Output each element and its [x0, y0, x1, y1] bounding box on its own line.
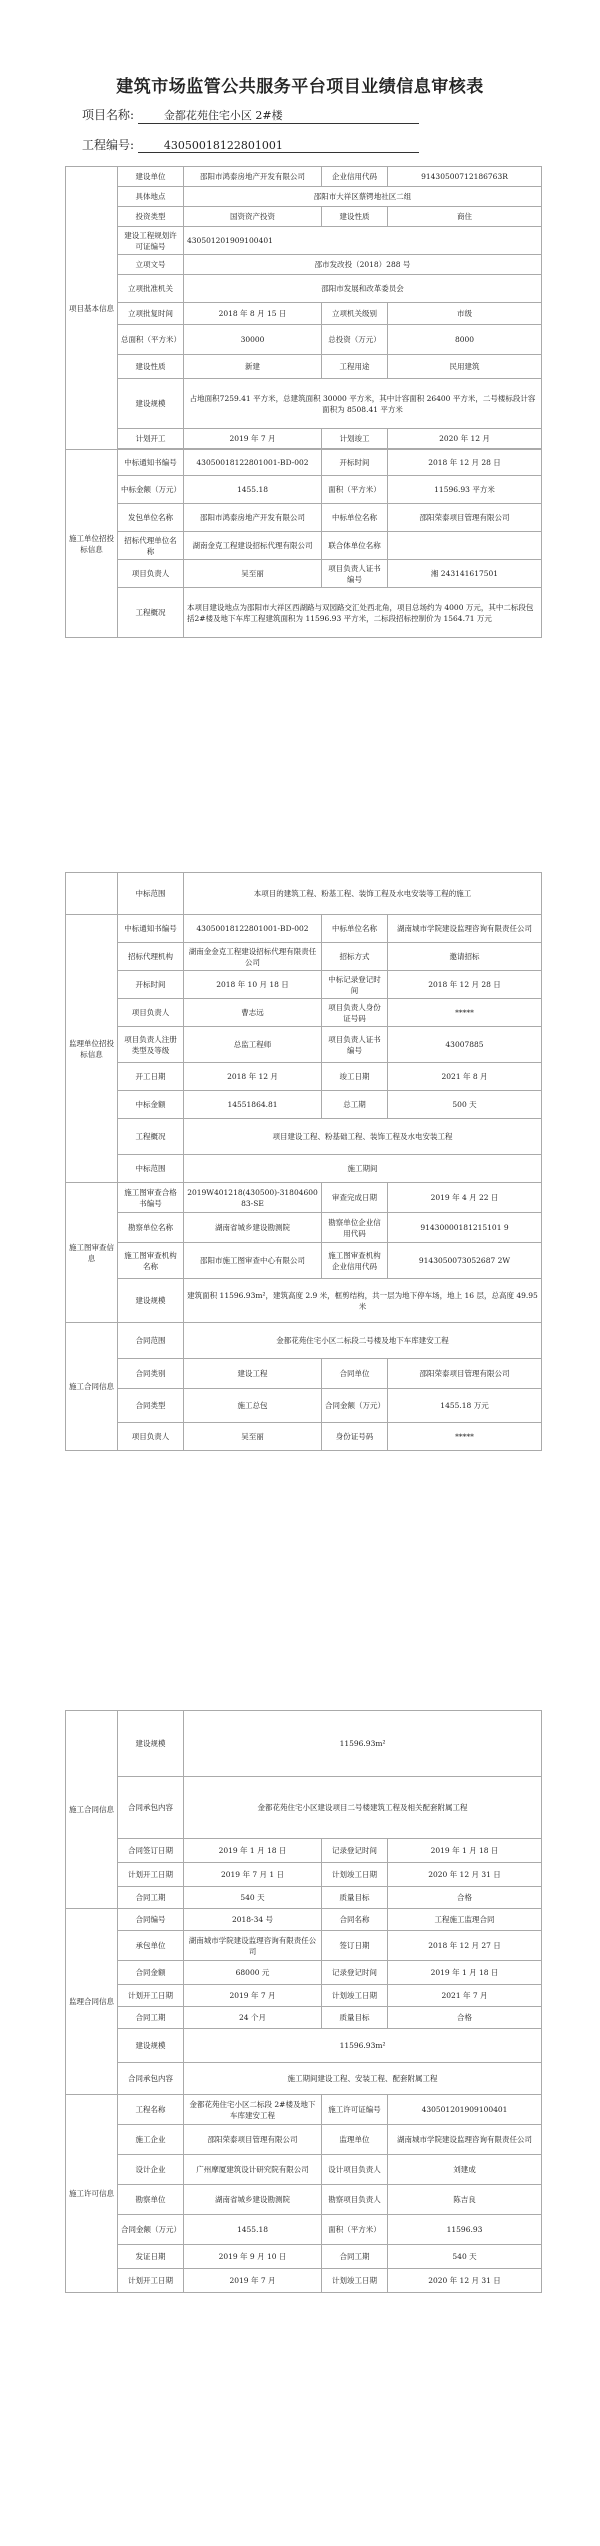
cell: 建设规模	[118, 1711, 184, 1777]
cell: 计划开工日期	[118, 1863, 184, 1887]
cell: 邵阳荣泰项目管理有限公司	[388, 1359, 542, 1389]
cell: 招标方式	[322, 943, 388, 971]
cell: 新建	[184, 355, 322, 379]
cell: 2019 年 7 月	[184, 1985, 322, 2007]
cell: 项目建设工程、粉基础工程、装饰工程及水电安装工程	[184, 1119, 542, 1155]
cell: 金都花苑住宅小区二标段 2#楼及地下车库建安工程	[184, 2095, 322, 2125]
section-blank	[66, 873, 118, 915]
cell: 工程名称	[118, 2095, 184, 2125]
section-contract-info: 施工合同信息	[66, 1323, 118, 1451]
cell: 1455.18 万元	[388, 1389, 542, 1423]
cell: 民用建筑	[388, 355, 542, 379]
cell: 430501201909100401	[388, 2095, 542, 2125]
cell: 项目负责人证书编号	[322, 560, 388, 588]
cell: 记录登记时间	[322, 1961, 388, 1985]
cell: 合同工期	[118, 1887, 184, 1909]
cell: 监理单位	[322, 2125, 388, 2155]
cell: *****	[388, 1423, 542, 1451]
cell: 建筑面积 11596.93m²，建筑高度 2.9 米，框剪结构，共一层为地下停车场，地上 16 层，总高度 49.95 米	[184, 1279, 542, 1323]
cell: 审查完成日期	[322, 1183, 388, 1213]
supervision-table	[65, 872, 542, 1451]
cell: 540 天	[388, 2245, 542, 2269]
cell: 招标代理单位名称	[118, 532, 184, 560]
cell: 市级	[388, 303, 542, 325]
cell: 中标金额	[118, 1091, 184, 1119]
cell: 立项批准机关	[118, 275, 184, 303]
cell: 2018 年 8 月 15 日	[184, 303, 322, 325]
cell: 500 天	[388, 1091, 542, 1119]
cell: 2018 年 12 月	[184, 1063, 322, 1091]
cell: 施工图审查机构企业信用代码	[322, 1243, 388, 1279]
cell: 发证日期	[118, 2245, 184, 2269]
cell: 2021 年 8 月	[388, 1063, 542, 1091]
cell: 勘察单位名称	[118, 1213, 184, 1243]
cell: 合同类别	[118, 1359, 184, 1389]
cell: 联合体单位名称	[322, 532, 388, 560]
cell: 中标单位名称	[322, 504, 388, 532]
cell: 工程概况	[118, 588, 184, 638]
cell: 中标范围	[118, 873, 184, 915]
cell: 中标通知书编号	[118, 450, 184, 476]
cell: 计划竣工日期	[322, 1863, 388, 1887]
cell: 43050018122801001-BD-002	[184, 915, 322, 943]
cell: 合同承包内容	[118, 1777, 184, 1839]
cell: 合同承包内容	[118, 2063, 184, 2095]
cell: 项目负责人注册类型及等级	[118, 1027, 184, 1063]
cell: 2019 年 1 月 18 日	[184, 1839, 322, 1863]
cell: 开工日期	[118, 1063, 184, 1091]
cell: 2021 年 7 月	[388, 1985, 542, 2007]
cell: 建设工程	[184, 1359, 322, 1389]
cell: 2019 年 1 月 18 日	[388, 1961, 542, 1985]
cell: 中标范围	[118, 1155, 184, 1183]
cell: 项目负责人	[118, 560, 184, 588]
cell: 中标单位名称	[322, 915, 388, 943]
cell: 91430500712186763R	[388, 167, 542, 187]
cell: 2019 年 9 月 10 日	[184, 2245, 322, 2269]
cell: 身份证号码	[322, 1423, 388, 1451]
cell: 中标记录登记时间	[322, 971, 388, 999]
contract-permit-table	[65, 1710, 542, 2293]
cell: 8000	[388, 325, 542, 355]
cell: 430501201909100401	[184, 227, 542, 255]
cell: 工程施工监理合同	[388, 1909, 542, 1931]
cell: 2019 年 4 月 22 日	[388, 1183, 542, 1213]
cell: 湘 243141617501	[388, 560, 542, 588]
cell: 开标时间	[118, 971, 184, 999]
cell: 本项目的建筑工程、粉基工程、装饰工程及水电安装等工程的施工	[184, 873, 542, 915]
cell: 竣工日期	[322, 1063, 388, 1091]
cell: 计划开工日期	[118, 2269, 184, 2293]
cell: 2018 年 12 月 27 日	[388, 1931, 542, 1961]
cell: 2018 年 12 月 28 日	[388, 971, 542, 999]
cell: 商住	[388, 207, 542, 227]
cell: 面积（平方米）	[322, 2215, 388, 2245]
cell: 总监工程师	[184, 1027, 322, 1063]
cell: 合同金额	[118, 1961, 184, 1985]
cell: 建设工程规划许可证编号	[118, 227, 184, 255]
cell: 湖南省城乡建设勘测院	[184, 1213, 322, 1243]
cell: 合同单位	[322, 1359, 388, 1389]
cell: 发包单位名称	[118, 504, 184, 532]
cell: 湖南城市学院建设监理咨询有限责任公司	[388, 915, 542, 943]
cell: 项目负责人身份证号码	[322, 999, 388, 1027]
cell: 11596.93 平方米	[388, 476, 542, 504]
cell: 项目负责人	[118, 1423, 184, 1451]
cell: 吴至丽	[184, 560, 322, 588]
cell: 合同金额（万元）	[118, 2215, 184, 2245]
cell: 2020 年 12 月	[388, 429, 542, 449]
cell: 广州摩厦建筑设计研究院有限公司	[184, 2155, 322, 2185]
cell: 邵阳市发展和改革委员会	[184, 275, 542, 303]
project-code-row	[82, 136, 419, 153]
cell: 2019 年 7 月	[184, 2269, 322, 2293]
cell: 施工图审查合格书编号	[118, 1183, 184, 1213]
cell: 2019 年 1 月 18 日	[388, 1839, 542, 1863]
section-supervision-tender: 监理单位招投标信息	[66, 915, 118, 1183]
cell: 立项批复时间	[118, 303, 184, 325]
cell: 68000 元	[184, 1961, 322, 1985]
cell: 勘察单位	[118, 2185, 184, 2215]
cell: 合同范围	[118, 1323, 184, 1359]
cell: 邵阳荣泰项目管理有限公司	[184, 2125, 322, 2155]
cell: 2018-34 号	[184, 1909, 322, 1931]
cell: 1455.18	[184, 2215, 322, 2245]
cell: 面积（平方米）	[322, 476, 388, 504]
cell: 合格	[388, 2007, 542, 2029]
cell: 湖南金克工程建设招标代理有限公司	[184, 532, 322, 560]
page-2	[65, 872, 541, 1451]
cell: 设计项目负责人	[322, 2155, 388, 2185]
cell: 邵市发改投（2018）288 号	[184, 255, 542, 275]
cell: 合格	[388, 1887, 542, 1909]
cell: 43007885	[388, 1027, 542, 1063]
cell: 曹志远	[184, 999, 322, 1027]
cell: 总工期	[322, 1091, 388, 1119]
cell: 国资资产投资	[184, 207, 322, 227]
cell: 2019 年 7 月	[184, 429, 322, 449]
cell: 湖南金金克工程建设招标代理有限责任公司	[184, 943, 322, 971]
cell: 30000	[184, 325, 322, 355]
cell: 邵阳市大祥区蔡锷地社区二组	[184, 187, 542, 207]
cell: 总投资（万元）	[322, 325, 388, 355]
cell: 合同名称	[322, 1909, 388, 1931]
cell: 合同金额（万元）	[322, 1389, 388, 1423]
cell: 陈吉良	[388, 2185, 542, 2215]
cell: 勘察项目负责人	[322, 2185, 388, 2215]
cell: 14551864.81	[184, 1091, 322, 1119]
cell: 91430000181215101 9	[388, 1213, 542, 1243]
cell: 11596.93	[388, 2215, 542, 2245]
cell: 占地面积7259.41 平方米，总建筑面积 30000 平方米，其中计容面积 26400 平方米，二号楼标段计容面积为 8508.41 平方米	[184, 379, 542, 429]
cell: 24 个月	[184, 2007, 322, 2029]
cell: 吴至丽	[184, 1423, 322, 1451]
cell: 总面积（平方米）	[118, 325, 184, 355]
cell: 2018 年 12 月 28 日	[388, 450, 542, 476]
project-code-value: 43050018122801001	[138, 139, 419, 153]
cell: 建设性质	[322, 207, 388, 227]
section-basic-info: 项目基本信息	[66, 167, 118, 450]
cell: 质量目标	[322, 1887, 388, 1909]
cell: 11596.93m²	[184, 2029, 542, 2063]
cell: 投资类型	[118, 207, 184, 227]
cell: 签订日期	[322, 1931, 388, 1961]
cell: 邵阳荣泰项目管理有限公司	[388, 504, 542, 532]
cell: 承包单位	[118, 1931, 184, 1961]
page-1	[65, 166, 541, 638]
cell: 金都花苑住宅小区建设项目二号楼建筑工程及相关配套附属工程	[184, 1777, 542, 1839]
cell: 1455.18	[184, 476, 322, 504]
cell: 计划开工日期	[118, 1985, 184, 2007]
cell: 施工期间	[184, 1155, 542, 1183]
cell: 中标通知书编号	[118, 915, 184, 943]
cell: 金都花苑住宅小区二标段二号楼及地下车库建安工程	[184, 1323, 542, 1359]
section-contract-info-cont: 施工合同信息	[66, 1711, 118, 1909]
cell: 开标时间	[322, 450, 388, 476]
page-title: 建筑市场监管公共服务平台项目业绩信息审核表	[116, 77, 484, 97]
cell: 施工企业	[118, 2125, 184, 2155]
section-permit-info: 施工许可信息	[66, 2095, 118, 2293]
section-tender-info: 施工单位招投标信息	[66, 450, 118, 638]
cell: 43050018122801001-BD-002	[184, 450, 322, 476]
cell: 邵阳市鸿泰房地产开发有限公司	[184, 167, 322, 187]
cell: 合同签订日期	[118, 1839, 184, 1863]
project-name-label: 项目名称:	[82, 108, 135, 122]
cell: 建设单位	[118, 167, 184, 187]
cell: 设计企业	[118, 2155, 184, 2185]
cell: 项目负责人	[118, 999, 184, 1027]
cell: 企业信用代码	[322, 167, 388, 187]
cell: 2019W401218(430500)-31804600 83-SE	[184, 1183, 322, 1213]
cell: 计划竣工日期	[322, 1985, 388, 2007]
project-name-row	[82, 106, 419, 124]
cell: 具体地点	[118, 187, 184, 207]
cell: 本项目建设地点为邵阳市大祥区西湖路与双园路交汇处西北角，项目总场约为 4000 万元，其中二标段包括2#楼及地下车库工程建筑面积为 11596.93 平方米，二标段招标控制价为 1564.71 万元	[184, 588, 542, 638]
cell: 工程概况	[118, 1119, 184, 1155]
cell: 9143050073052687 2W	[388, 1243, 542, 1279]
cell: 湖南城市学院建设监理咨询有限责任公司	[388, 2125, 542, 2155]
cell: 刘建成	[388, 2155, 542, 2185]
section-supervision-contract: 监理合同信息	[66, 1909, 118, 2095]
cell: 建设规模	[118, 2029, 184, 2063]
cell: 合同工期	[118, 2007, 184, 2029]
section-drawing-review: 施工图审查信息	[66, 1183, 118, 1323]
cell: 11596.93m²	[184, 1711, 542, 1777]
cell: 邵阳市施工图审查中心有限公司	[184, 1243, 322, 1279]
cell: 2018 年 10 月 18 日	[184, 971, 322, 999]
cell: 2020 年 12 月 31 日	[388, 1863, 542, 1887]
cell: 邀请招标	[388, 943, 542, 971]
cell: 计划竣工	[322, 429, 388, 449]
cell: 中标金额（万元）	[118, 476, 184, 504]
cell: *****	[388, 999, 542, 1027]
project-name-value: 金都花苑住宅小区 2#楼	[138, 107, 419, 124]
cell: 工程用途	[322, 355, 388, 379]
project-code-label: 工程编号:	[82, 138, 135, 152]
project-info-table	[65, 166, 542, 638]
cell: 质量目标	[322, 2007, 388, 2029]
cell: 勘察单位企业信用代码	[322, 1213, 388, 1243]
cell: 建设规模	[118, 1279, 184, 1323]
cell: 湖南城市学院建设监理咨询有限责任公司	[184, 1931, 322, 1961]
cell: 立项机关级别	[322, 303, 388, 325]
cell: 立项文号	[118, 255, 184, 275]
cell: 合同编号	[118, 1909, 184, 1931]
cell: 540 天	[184, 1887, 322, 1909]
cell: 邵阳市鸿泰房地产开发有限公司	[184, 504, 322, 532]
cell: 合同工期	[322, 2245, 388, 2269]
cell: 计划开工	[118, 429, 184, 449]
cell: 建设性质	[118, 355, 184, 379]
cell: 项目负责人证书编号	[322, 1027, 388, 1063]
cell: 计划竣工日期	[322, 2269, 388, 2293]
cell: 2020 年 12 月 31 日	[388, 2269, 542, 2293]
cell: 施工期间建设工程、安装工程、配套附属工程	[184, 2063, 542, 2095]
cell: 2019 年 7 月 1 日	[184, 1863, 322, 1887]
cell: 招标代理机构	[118, 943, 184, 971]
cell: 施工图审查机构名称	[118, 1243, 184, 1279]
page-3	[65, 1710, 541, 2293]
cell: 施工许可证编号	[322, 2095, 388, 2125]
cell: 施工总包	[184, 1389, 322, 1423]
cell: 记录登记时间	[322, 1839, 388, 1863]
cell: 合同类型	[118, 1389, 184, 1423]
cell: 湖南省城乡建设勘测院	[184, 2185, 322, 2215]
cell	[388, 532, 542, 560]
cell: 建设规模	[118, 379, 184, 429]
